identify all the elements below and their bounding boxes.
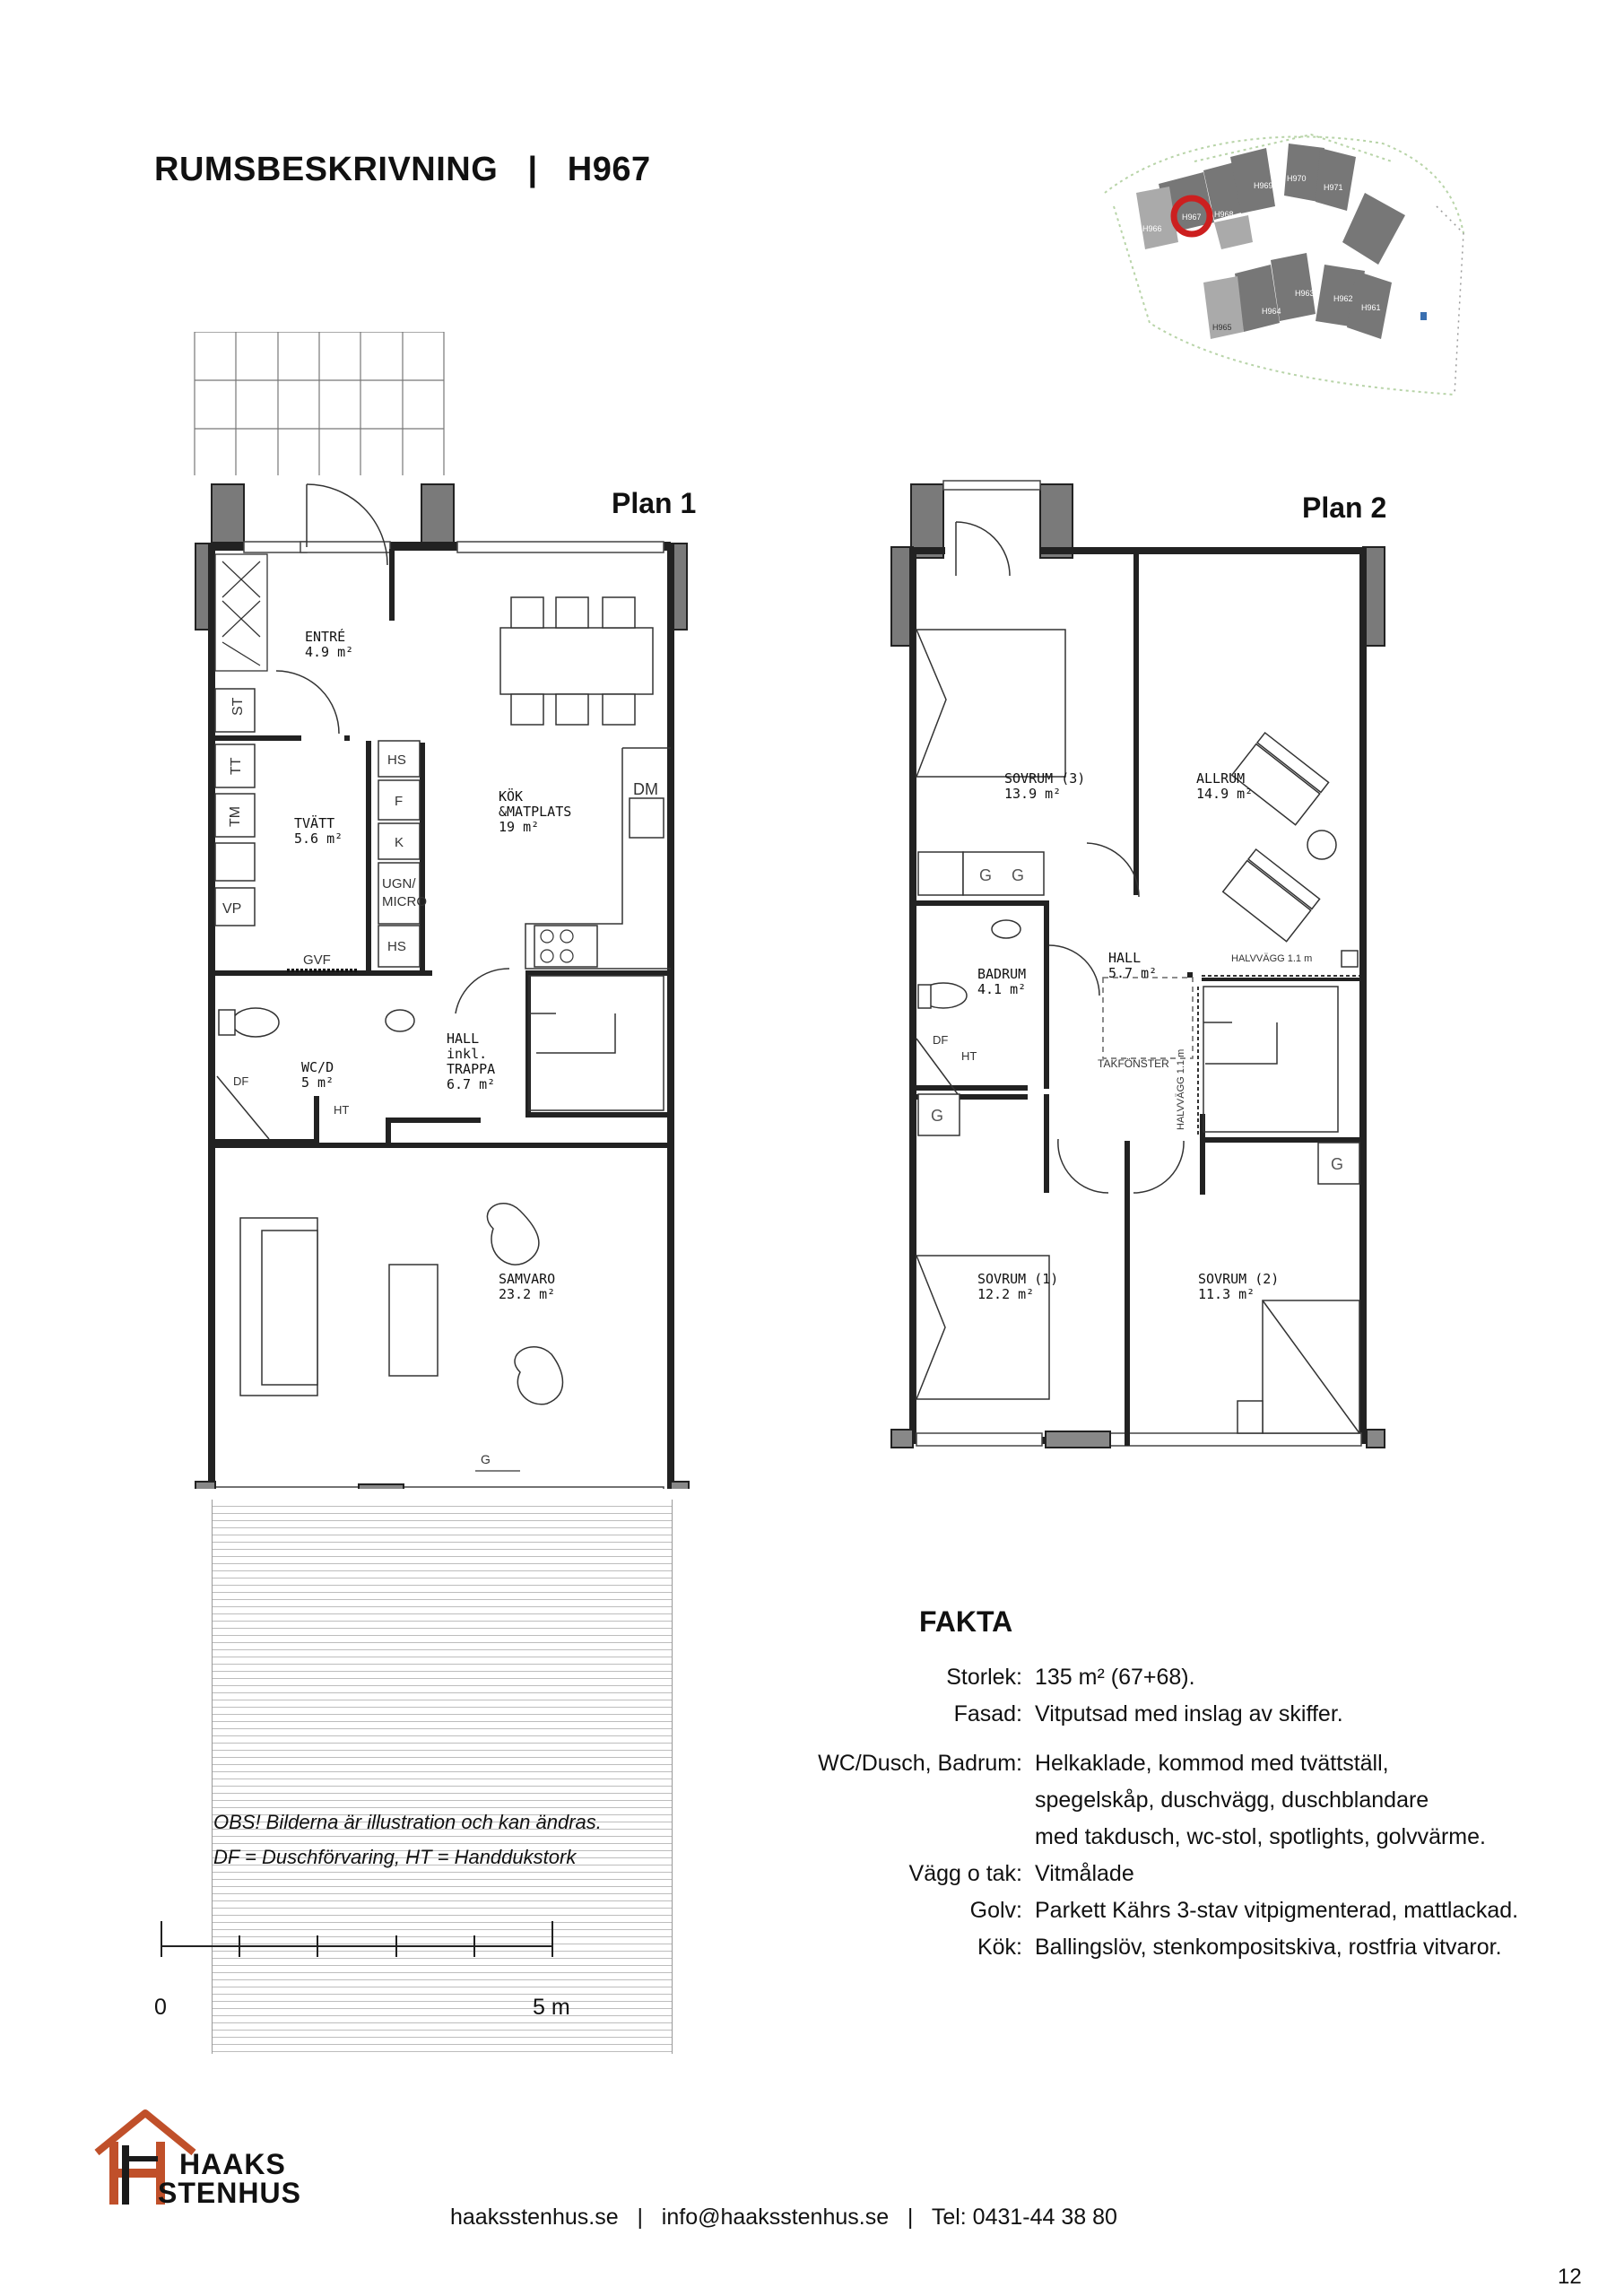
fakta-row: Kök: Ballingslöv, stenkompositskiva, rostfria vitvaror. [977, 1935, 1502, 1960]
scale-start: 0 [154, 1995, 167, 2020]
site-label: H969 [1254, 181, 1273, 190]
fixture-label: DF [233, 1074, 249, 1088]
fixture-label: K [395, 835, 404, 850]
site-plan-map [1096, 108, 1472, 404]
fixture-label: GVF [303, 952, 331, 968]
room-allrum: ALLRUM 14.9 m² [1196, 770, 1254, 802]
fixture-label: G [481, 1452, 491, 1466]
fakta-row: Storlek: 135 m² (67+68). [946, 1665, 1195, 1690]
fixture-label: HALVVÄGG 1.1 m [1176, 1048, 1186, 1130]
site-label: H961 [1361, 303, 1381, 312]
fixture-label: MICRO [382, 894, 427, 909]
fixture-label: VP [222, 901, 242, 917]
page-title: RUMSBESKRIVNING | H967 [154, 151, 651, 188]
fixture-label: HT [961, 1049, 977, 1063]
fixture-label: G [1331, 1155, 1344, 1173]
site-label: H965 [1212, 323, 1232, 332]
room-sovrum-3: SOVRUM (3) 13.9 m² [1004, 770, 1086, 802]
page-number: 12 [1558, 2265, 1582, 2289]
fixture-label: TAKFÖNSTER [1098, 1057, 1169, 1070]
fixture-label: ST [230, 697, 246, 716]
room-tvatt: TVÄTT 5.6 m² [294, 815, 343, 847]
scale-bar [152, 1910, 565, 1964]
room-entre: ENTRÉ 4.9 m² [305, 629, 354, 660]
haaks-logo [90, 2106, 323, 2213]
footer-contact: haaksstenhus.se | info@haaksstenhus.se | Tel: 0431-44 38 80 [450, 2205, 1117, 2230]
room-sovrum-2: SOVRUM (2) 11.3 m² [1198, 1271, 1280, 1302]
disclaimer-notes: OBS! Bilderna är illustration och kan ändras. DF = Duschförvaring, HT = Handdukstork [213, 1811, 602, 1868]
plan-2-label: Plan 2 [1302, 491, 1387, 524]
fixture-label: DF [933, 1033, 949, 1047]
plan-1-label: Plan 1 [612, 487, 697, 519]
site-label: H963 [1295, 289, 1315, 298]
room-kok-matplats: KÖK &MATPLATS 19 m² [499, 788, 572, 835]
floor-plan-2 [879, 475, 1399, 1498]
site-label: H970 [1287, 174, 1307, 183]
fixture-label: UGN/ [382, 876, 416, 891]
site-label: H971 [1324, 183, 1343, 192]
fixture-label: F [395, 794, 404, 809]
room-samvaro: SAMVARO 23.2 m² [499, 1271, 556, 1302]
fixture-label: TM [228, 805, 243, 827]
room-hall-trappa: HALL inkl. TRAPPA 6.7 m² [447, 1031, 496, 1092]
fakta-title: FAKTA [919, 1605, 1013, 1638]
fixture-label: HS [387, 752, 406, 768]
site-label: H962 [1333, 294, 1353, 303]
logo-text-stenhus: STENHUS [158, 2177, 301, 2209]
fakta-row: Vägg o tak: Vitmålade [908, 1861, 1134, 1886]
room-badrum: BADRUM 4.1 m² [977, 966, 1027, 997]
terrace-deck [212, 1500, 673, 2054]
room-hall: HALL 5.7 m² [1108, 950, 1158, 981]
site-label: H964 [1262, 307, 1281, 316]
fakta-row: WC/Dusch, Badrum: Helkaklade, kommod med tvättställ, spegelskåp, duschvägg, duschblandare med takdusch, wc-stol, spotlights, golvvärme. [818, 1751, 1486, 1849]
site-label: H967 [1182, 213, 1202, 222]
room-wc-d: WC/D 5 m² [301, 1059, 334, 1091]
fixture-label: HALVVÄGG 1.1 m [1231, 953, 1313, 964]
room-sovrum-1: SOVRUM (1) 12.2 m² [977, 1271, 1059, 1302]
fakta-table [753, 1659, 1614, 1966]
site-label: H966 [1142, 224, 1162, 233]
logo-text-haaks: HAAKS [179, 2148, 286, 2180]
fixture-label: HS [387, 939, 406, 954]
site-label: H968 [1214, 210, 1234, 219]
fixture-label: HT [334, 1103, 350, 1117]
fixture-label: TT [229, 757, 244, 775]
fixture-label: DM [633, 780, 658, 798]
fakta-row: Golv: Parkett Kährs 3-stav vitpigmenterad, mattlackad. [969, 1898, 1519, 1923]
scale-end: 5 m [533, 1995, 570, 2020]
fakta-row: Fasad: Vitputsad med inslag av skiffer. [953, 1701, 1343, 1726]
fixture-label: G [1012, 866, 1025, 884]
fixture-label: G [979, 866, 993, 884]
fixture-label: G [931, 1107, 944, 1125]
